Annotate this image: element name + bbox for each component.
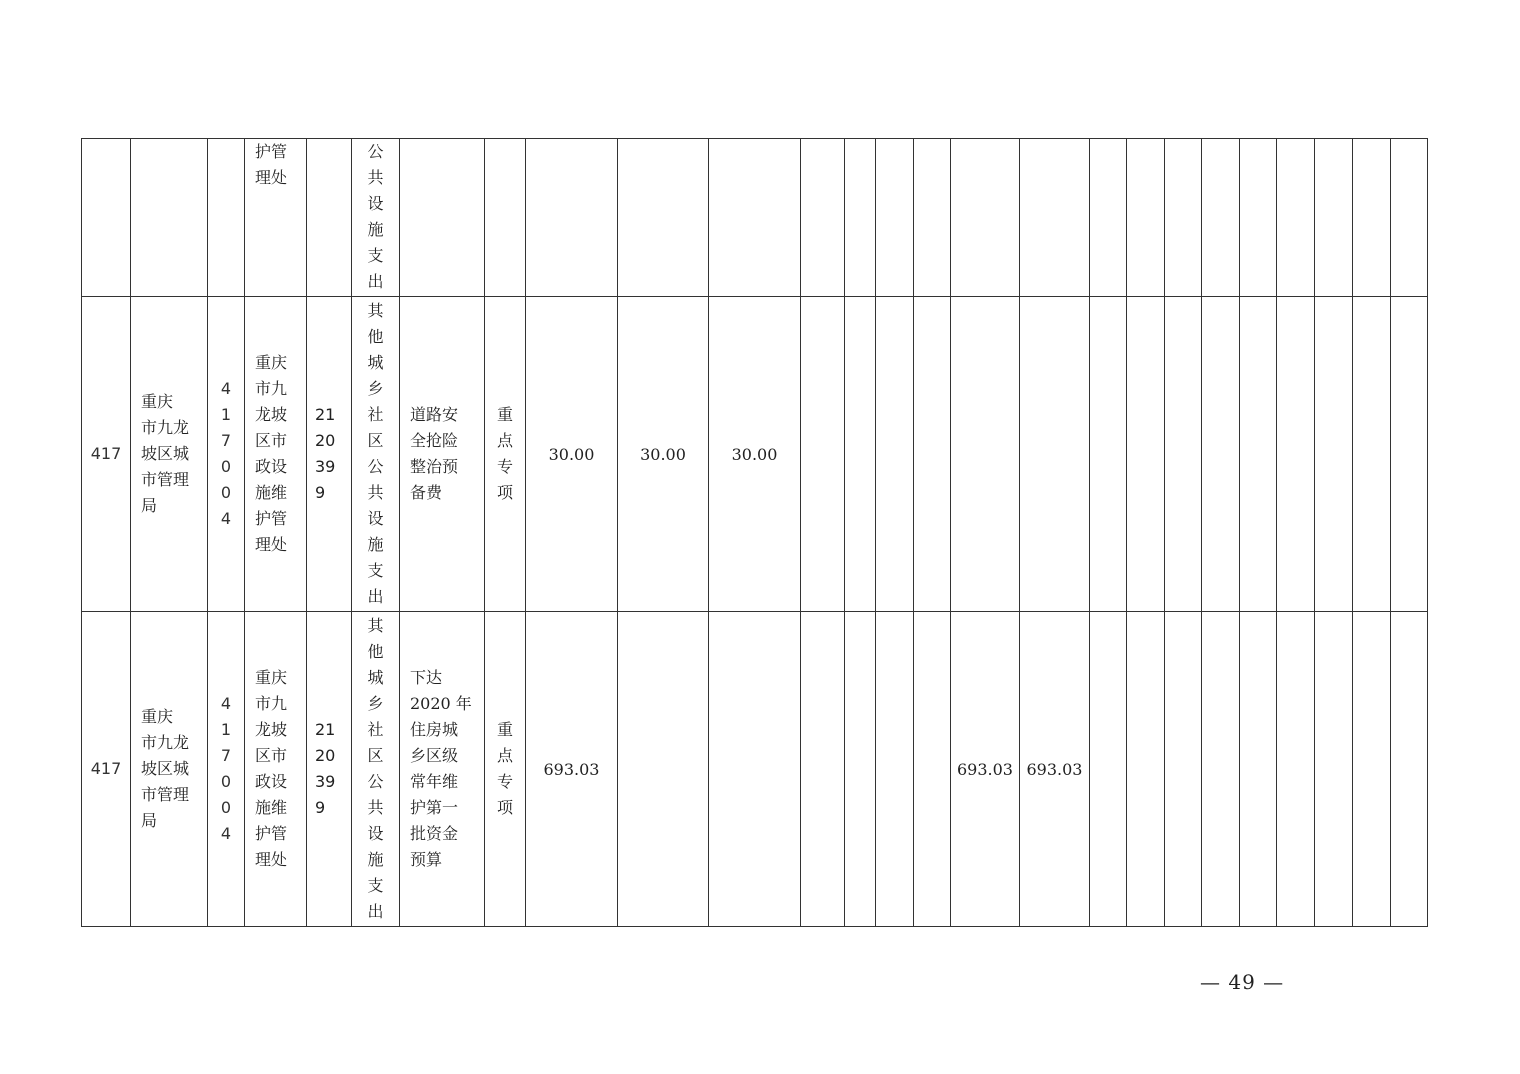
amount-cell	[1353, 612, 1391, 927]
amount-cell	[1315, 139, 1353, 297]
amount-cell	[1391, 139, 1428, 297]
org-name-cell-text: 重庆 市九龙 坡区城 市管理 局	[141, 392, 190, 515]
amount-cell	[1240, 139, 1277, 297]
amount-cell	[1020, 139, 1090, 297]
table-row	[82, 612, 1428, 927]
project-type-cell-text: 重 点 专 项	[496, 720, 513, 817]
amount-cell	[801, 297, 845, 612]
function-name-cell-text: 其 他 城 乡 社 区 公 共 设 施 支 出	[367, 616, 384, 921]
function-code-cell-text: 21 20 39 9	[315, 405, 336, 502]
amount-cell	[1353, 139, 1391, 297]
amount-cell	[845, 297, 876, 612]
function-code-cell-text: 21 20 39 9	[315, 720, 336, 817]
unit-code-cell	[208, 612, 245, 927]
amount-value: 30.00	[640, 444, 686, 464]
amount-cell	[1090, 139, 1127, 297]
sub-unit-cell-text: 护管 理处	[255, 142, 288, 187]
amount-cell	[1391, 297, 1428, 612]
amount-cell	[1020, 612, 1090, 927]
amount-cell	[1240, 297, 1277, 612]
amount-cell	[1165, 139, 1202, 297]
amount-cell	[1277, 612, 1315, 927]
amount-value: 30.00	[548, 444, 595, 464]
amount-cell	[1353, 297, 1391, 612]
amount-cell	[914, 139, 951, 297]
amount-cell	[1277, 297, 1315, 612]
unit-code-cell-text: 4 1 7 0 0 4	[220, 694, 232, 843]
amount-cell	[1127, 612, 1165, 927]
row-index	[82, 297, 131, 612]
amount-cell	[876, 297, 914, 612]
budget-table	[81, 138, 1428, 927]
amount-cell	[845, 139, 876, 297]
amount-cell	[1391, 612, 1428, 927]
amount-value: 693.03	[1026, 759, 1083, 779]
org-name-cell-text: 重庆 市九龙 坡区城 市管理 局	[141, 707, 190, 830]
amount-value: 693.03	[543, 759, 600, 779]
amount-cell	[1165, 612, 1202, 927]
amount-cell	[801, 139, 845, 297]
project-name-cell	[400, 297, 485, 612]
sub-unit-cell-text: 重庆 市九 龙坡 区市 政设 施维 护管 理处	[255, 353, 288, 554]
org-name-cell	[131, 139, 208, 297]
sub-unit-cell	[245, 297, 307, 612]
amount-cell	[526, 297, 618, 612]
amount-cell	[618, 139, 709, 297]
amount-cell	[1090, 612, 1127, 927]
row-index-text: 417	[90, 759, 122, 778]
function-name-cell	[352, 139, 400, 297]
amount-cell	[1202, 139, 1240, 297]
amount-cell	[618, 612, 709, 927]
amount-cell	[1090, 297, 1127, 612]
amount-cell	[618, 297, 709, 612]
amount-cell	[845, 612, 876, 927]
amount-cell	[709, 297, 801, 612]
row-index	[82, 612, 131, 927]
amount-cell	[801, 612, 845, 927]
table-row	[82, 139, 1428, 297]
amount-cell	[876, 612, 914, 927]
project-name-cell	[400, 139, 485, 297]
amount-cell	[1202, 297, 1240, 612]
amount-cell	[1020, 297, 1090, 612]
amount-cell	[1127, 297, 1165, 612]
amount-cell	[1240, 612, 1277, 927]
function-name-cell-text: 公 共 设 施 支 出	[367, 142, 384, 291]
amount-cell	[526, 139, 618, 297]
amount-cell	[1315, 297, 1353, 612]
amount-cell	[1277, 139, 1315, 297]
row-index	[82, 139, 131, 297]
amount-cell	[709, 612, 801, 927]
function-name-cell-text: 其 他 城 乡 社 区 公 共 设 施 支 出	[367, 301, 384, 606]
org-name-cell	[131, 297, 208, 612]
project-type-cell	[485, 297, 526, 612]
sub-unit-cell	[245, 612, 307, 927]
amount-cell	[1315, 612, 1353, 927]
project-type-cell	[485, 139, 526, 297]
sub-unit-cell-text: 重庆 市九 龙坡 区市 政设 施维 护管 理处	[255, 668, 288, 869]
project-type-cell-text: 重 点 专 项	[496, 405, 513, 502]
amount-cell	[914, 612, 951, 927]
project-name-cell-text: 下达 2020 年 住房城 乡区级 常年维 护第一 批资金 预算	[410, 668, 472, 869]
function-code-cell	[307, 139, 352, 297]
unit-code-cell-text: 4 1 7 0 0 4	[220, 379, 232, 528]
table-row	[82, 297, 1428, 612]
amount-cell	[1165, 297, 1202, 612]
unit-code-cell	[208, 139, 245, 297]
amount-cell	[951, 297, 1020, 612]
project-type-cell	[485, 612, 526, 927]
function-name-cell	[352, 612, 400, 927]
amount-cell	[526, 612, 618, 927]
amount-cell	[709, 139, 801, 297]
function-code-cell	[307, 297, 352, 612]
amount-cell	[1127, 139, 1165, 297]
amount-cell	[914, 297, 951, 612]
project-name-cell	[400, 612, 485, 927]
row-index-text: 417	[90, 444, 122, 463]
org-name-cell	[131, 612, 208, 927]
function-code-cell	[307, 612, 352, 927]
amount-value: 693.03	[957, 759, 1013, 779]
unit-code-cell	[208, 297, 245, 612]
sub-unit-cell	[245, 139, 307, 297]
amount-cell	[951, 139, 1020, 297]
amount-cell	[951, 612, 1020, 927]
amount-value: 30.00	[731, 444, 778, 464]
amount-cell	[1202, 612, 1240, 927]
project-name-cell-text: 道路安 全抢险 整治预 备费	[410, 405, 459, 502]
function-name-cell	[352, 297, 400, 612]
page-number: — 49 —	[1200, 970, 1285, 994]
amount-cell	[876, 139, 914, 297]
